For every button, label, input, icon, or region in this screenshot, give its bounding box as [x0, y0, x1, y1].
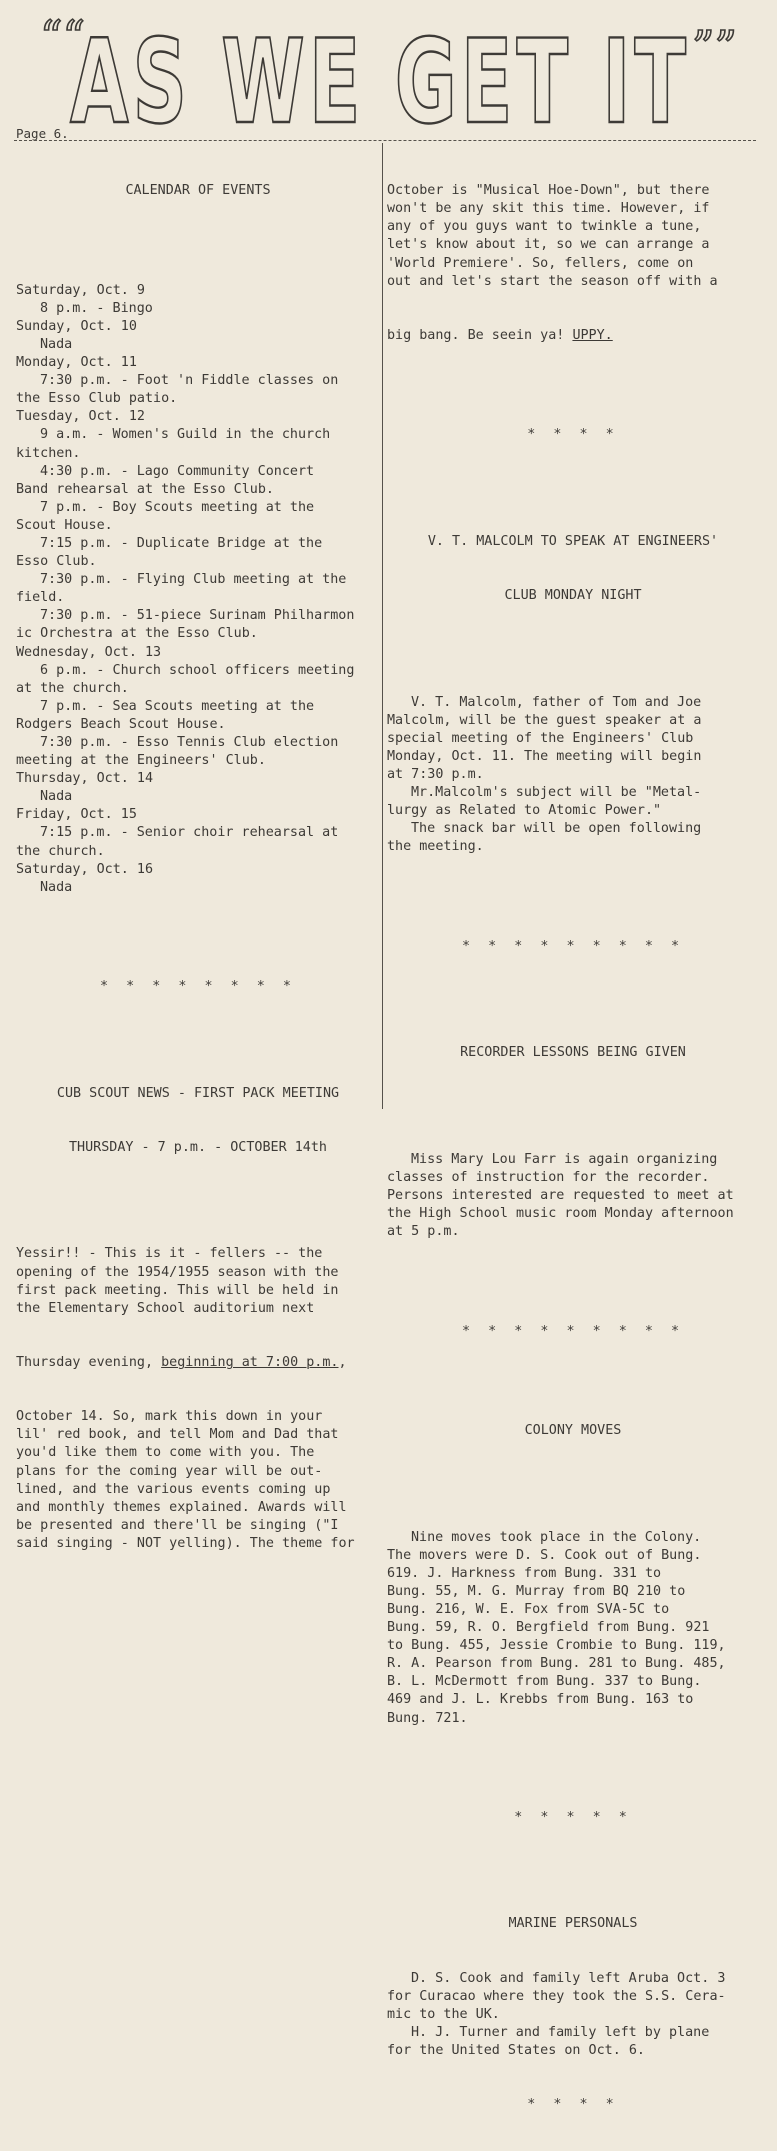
- text-line: 'World Premiere'. So, fellers, come on: [387, 255, 694, 271]
- text-line: lined, and the various events coming up: [16, 1481, 331, 1497]
- text-line: for Curacao where they took the S.S. Cera-: [387, 1988, 726, 2004]
- section-separator: * * * *: [527, 2097, 619, 2113]
- section-separator: * * * * * * * * *: [461, 1323, 685, 1339]
- cub-scout-heading-line-1: CUB SCOUT NEWS - FIRST PACK MEETING: [56, 1085, 340, 1101]
- masthead: [40, 10, 740, 135]
- text-line: at the church.: [16, 680, 129, 696]
- text-line: Monday, Oct. 11. The meeting will begin: [387, 748, 702, 764]
- text-line: Esso Club.: [16, 554, 97, 570]
- column-divider: [382, 143, 383, 1109]
- malcolm-heading-line-2: CLUB MONDAY NIGHT: [504, 588, 642, 604]
- text-line: Nine moves took place in the Colony.: [411, 1529, 702, 1545]
- colony-body: [387, 1529, 759, 1728]
- malcolm-heading-line-1: V. T. MALCOLM TO SPEAK AT ENGINEERS': [427, 533, 719, 549]
- text-line: classes of instruction for the recorder.: [387, 1169, 710, 1185]
- author-signature: UPPY.: [572, 327, 613, 343]
- text-line: you'd like them to come with you. The: [16, 1445, 315, 1461]
- text-line: Mr.Malcolm's subject will be "Metal-: [411, 785, 702, 801]
- text-line: field.: [16, 590, 65, 606]
- text-line: Rodgers Beach Scout House.: [16, 716, 226, 732]
- text-line: Bung. 216, W. E. Fox from SVA-5C to: [387, 1601, 670, 1617]
- text-line: B. L. McDermott from Bung. 337 to Bung.: [387, 1674, 702, 1690]
- marine-body: [387, 1970, 759, 2060]
- text-line: Monday, Oct. 11: [16, 355, 137, 371]
- malcolm-body: [387, 694, 759, 857]
- text-line: Bung. 59, R. O. Bergfield from Bung. 921: [387, 1620, 710, 1636]
- text-line: Scout House.: [16, 517, 113, 533]
- text-line: the Esso Club patio.: [16, 391, 178, 407]
- text-line: any of you guys want to twinkle a tune,: [387, 219, 702, 235]
- text-line: 8 p.m. - Bingo: [40, 300, 153, 316]
- text-line: R. A. Pearson from Bung. 281 to Bung. 485,: [387, 1656, 726, 1672]
- text-line: special meeting of the Engineers' Club: [387, 730, 694, 746]
- text-line: 7:15 p.m. - Senior choir rehearsal at: [40, 825, 339, 841]
- text-line: Persons interested are requested to meet at: [387, 1187, 734, 1203]
- text-line: October is "Musical Hoe-Down", but there: [387, 183, 710, 199]
- recorder-heading: RECORDER LESSONS BEING GIVEN: [460, 1045, 686, 1061]
- text-line: 469 and J. L. Krebbs from Bung. 163 to: [387, 1692, 694, 1708]
- close-quote-mark: ””: [692, 22, 737, 73]
- text-line: meeting at the Engineers' Club.: [16, 753, 266, 769]
- text-line: plans for the coming year will be out-: [16, 1463, 323, 1479]
- text-line: the meeting.: [387, 839, 484, 855]
- text-line: Tuesday, Oct. 12: [16, 409, 145, 425]
- text-line: let's know about it, so we can arrange a: [387, 237, 710, 253]
- text-line: lil' red book, and tell Mom and Dad that: [16, 1427, 339, 1443]
- left-column: [16, 146, 380, 1589]
- underlined-time: beginning at 7:00 p.m.: [161, 1355, 339, 1370]
- colony-heading: COLONY MOVES: [524, 1423, 622, 1439]
- text-line: H. J. Turner and family left by plane: [411, 2025, 710, 2040]
- text-line: the church.: [16, 843, 105, 859]
- cub-scout-line-underlined: [16, 1354, 380, 1372]
- open-quote-mark: ““: [40, 12, 85, 63]
- text-line: the High School music room Monday afternoon: [387, 1206, 734, 1222]
- text-line: and monthly themes explained. Awards will: [16, 1499, 347, 1515]
- calendar-list: [16, 282, 380, 897]
- text-line: at 7:30 p.m.: [387, 767, 484, 782]
- text-line: 7:30 p.m. - Esso Tennis Club election: [40, 735, 339, 750]
- text-line: 7:30 p.m. - Flying Club meeting at the: [40, 572, 347, 588]
- text-span: Thursday evening,: [16, 1355, 162, 1370]
- text-line: Saturday, Oct. 16: [16, 861, 154, 877]
- recorder-body: [387, 1151, 759, 1241]
- text-line: lurgy as Related to Atomic Power.": [387, 803, 662, 819]
- calendar-heading: CALENDAR OF EVENTS: [125, 183, 271, 199]
- text-line: 4:30 p.m. - Lago Community Concert: [40, 463, 315, 479]
- section-separator: * * * * * * * * *: [461, 938, 685, 954]
- text-line: mic to the UK.: [387, 2006, 500, 2022]
- text-line: The snack bar will be open following: [411, 821, 702, 837]
- text-line: be presented and there'll be singing ("I: [16, 1517, 339, 1533]
- text-span: ,: [338, 1355, 347, 1370]
- text-line: opening of the 1954/1955 season with the: [16, 1264, 339, 1280]
- header-divider: [14, 140, 756, 141]
- text-line: Bung. 55, M. G. Murray from BQ 210 to: [387, 1583, 686, 1599]
- text-line: 619. J. Harkness from Bung. 331 to: [387, 1565, 662, 1581]
- cub-scout-continuation: [387, 182, 759, 291]
- text-line: 7 p.m. - Boy Scouts meeting at the: [40, 499, 315, 515]
- text-line: Friday, Oct. 15: [16, 807, 137, 823]
- masthead-title: AS WE GET IT: [70, 15, 690, 135]
- cub-scout-heading-line-2: THURSDAY - 7 p.m. - OCTOBER 14th: [69, 1139, 327, 1155]
- section-separator: * * * *: [527, 427, 619, 443]
- text-line: said singing - NOT yelling). The theme for: [16, 1535, 355, 1551]
- text-line: Yessir!! - This is it - fellers -- the: [16, 1246, 323, 1262]
- text-line: Miss Mary Lou Farr is again organizing: [411, 1151, 718, 1167]
- text-line: The movers were D. S. Cook out of Bung.: [387, 1547, 702, 1563]
- text-line: Nada: [40, 789, 73, 805]
- text-line: ic Orchestra at the Esso Club.: [16, 626, 258, 642]
- right-column: [387, 146, 759, 2151]
- text-line: out and let's start the season off with a: [387, 273, 718, 289]
- text-line: Saturday, Oct. 9: [16, 282, 145, 298]
- page-number: Page 6.: [16, 126, 69, 141]
- text-line: Nada: [40, 879, 73, 895]
- text-line: to Bung. 455, Jessie Crombie to Bung. 119,: [387, 1638, 726, 1654]
- text-line: at 5 p.m.: [387, 1224, 460, 1240]
- masthead-title-art: [40, 10, 740, 135]
- text-line: first pack meeting. This will be held in: [16, 1282, 339, 1298]
- section-separator: * * * * * * * *: [100, 979, 296, 995]
- section-separator: * * * * *: [514, 1809, 632, 1825]
- text-line: 7:30 p.m. - Foot 'n Fiddle classes on: [40, 373, 339, 389]
- text-span: big bang. Be seein ya!: [387, 327, 573, 343]
- signoff-line: [387, 327, 759, 345]
- text-line: for the United States on Oct. 6.: [387, 2043, 645, 2059]
- marine-heading: MARINE PERSONALS: [508, 1916, 638, 1932]
- text-line: Band rehearsal at the Esso Club.: [16, 481, 274, 497]
- text-line: 9 a.m. - Women's Guild in the church: [40, 427, 331, 443]
- text-line: Nada: [40, 336, 73, 352]
- text-line: Thursday, Oct. 14: [16, 771, 154, 787]
- text-line: October 14. So, mark this down in your: [16, 1409, 323, 1425]
- text-line: 6 p.m. - Church school officers meeting: [40, 662, 355, 678]
- text-line: D. S. Cook and family left Aruba Oct. 3: [411, 1970, 726, 1986]
- text-line: 7 p.m. - Sea Scouts meeting at the: [40, 698, 315, 714]
- text-line: 7:15 p.m. - Duplicate Bridge at the: [40, 535, 323, 551]
- text-line: Bung. 721.: [387, 1710, 468, 1726]
- text-line: Malcolm, will be the guest speaker at a: [387, 712, 702, 728]
- text-line: the Elementary School auditorium next: [16, 1300, 315, 1316]
- text-line: V. T. Malcolm, father of Tom and Joe: [411, 694, 702, 710]
- cub-scout-body-continued: [16, 1408, 380, 1553]
- text-line: won't be any skit this time. However, if: [387, 201, 710, 217]
- text-line: Sunday, Oct. 10: [16, 318, 137, 334]
- text-line: 7:30 p.m. - 51-piece Surinam Philharmon: [40, 608, 355, 624]
- text-line: Wednesday, Oct. 13: [16, 644, 162, 660]
- text-line: kitchen.: [16, 445, 81, 461]
- cub-scout-body: [16, 1245, 380, 1317]
